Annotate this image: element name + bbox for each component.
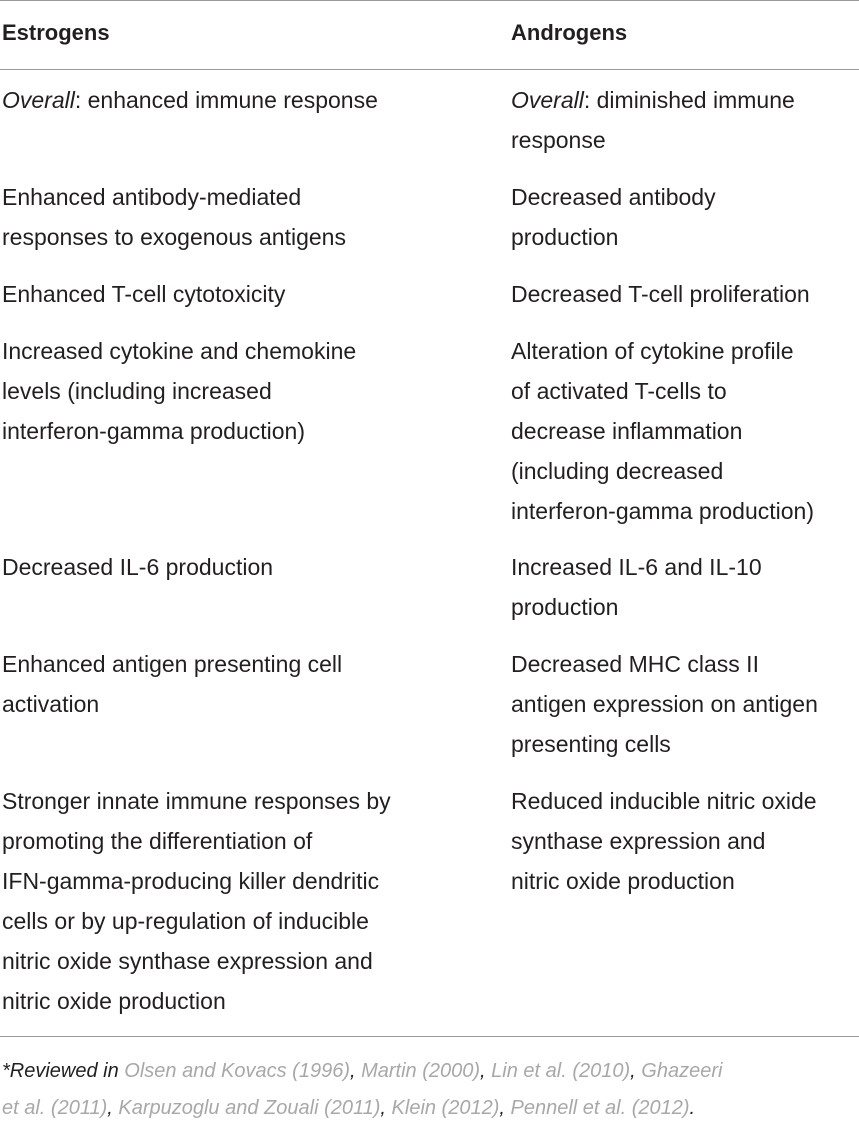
cell-estrogens-il6: Decreased IL-6 production bbox=[2, 554, 274, 580]
reference-link[interactable]: Karpuzoglu and Zouali (2011) bbox=[118, 1097, 381, 1119]
footnote-separator: , bbox=[630, 1060, 642, 1082]
cell-androgens-overall bbox=[511, 80, 859, 160]
cell-estrogens-antibody: Enhanced antibody-mediated responses to exogenous antigens bbox=[2, 184, 346, 250]
cell-estrogens-cytokine: Increased cytokine and chemokine levels (including increased interferon-gamma production) bbox=[2, 338, 357, 444]
header-estrogens: Estrogens bbox=[2, 20, 110, 45]
table-top-rule bbox=[0, 0, 859, 1]
footnote-prefix: *Reviewed in bbox=[2, 1060, 125, 1082]
cell-text: : diminished immune response bbox=[511, 87, 795, 153]
footnote-line-1 bbox=[2, 1053, 859, 1090]
cell-androgens-il6: Increased IL-6 and IL-10 production bbox=[511, 554, 762, 620]
footnote-separator: , bbox=[480, 1060, 492, 1082]
cell-estrogens-apc: Enhanced antigen presenting cell activation bbox=[2, 651, 343, 717]
reference-link[interactable]: Lin et al. (2010) bbox=[491, 1060, 631, 1082]
reference-link[interactable]: Martin (2000) bbox=[361, 1060, 481, 1082]
cell-estrogens-tcell: Enhanced T-cell cytotoxicity bbox=[2, 281, 286, 307]
footnote-separator: , bbox=[349, 1060, 362, 1082]
footnote-separator: , bbox=[499, 1097, 511, 1119]
reference-link[interactable]: et al. (2011) bbox=[2, 1097, 108, 1119]
footnote-separator: , bbox=[107, 1097, 119, 1119]
cell-androgens-tcell: Decreased T-cell proliferation bbox=[511, 281, 810, 307]
table-footnote bbox=[2, 1053, 859, 1127]
header-androgens: Androgens bbox=[511, 20, 628, 45]
reference-link[interactable]: Pennell et al. (2012) bbox=[510, 1097, 690, 1119]
header-rule bbox=[0, 69, 859, 70]
cell-estrogens-innate: Stronger innate immune responses by promoting the differentiation of IFN-gamma-producing killer dendritic cells or by up-regulation of inducible nitric oxide synthase expression and nitric oxide production bbox=[2, 788, 391, 1014]
overall-label: Overall bbox=[511, 87, 584, 113]
cell-androgens-mhc: Decreased MHC class II antigen expression on antigen presenting cells bbox=[511, 651, 818, 757]
reference-link[interactable]: Olsen and Kovacs (1996) bbox=[124, 1060, 350, 1082]
cell-androgens-antibody: Decreased antibody production bbox=[511, 184, 716, 250]
reference-link[interactable]: Klein (2012) bbox=[391, 1097, 500, 1119]
cell-androgens-nitric-oxide: Reduced inducible nitric oxide synthase expression and nitric oxide production bbox=[511, 788, 817, 894]
cell-text: : enhanced immune response bbox=[74, 87, 378, 113]
reference-link[interactable]: Ghazeeri bbox=[641, 1060, 723, 1082]
overall-label: Overall bbox=[2, 87, 75, 113]
footnote-line-2 bbox=[2, 1090, 859, 1127]
table-bottom-rule bbox=[0, 1036, 859, 1037]
cell-androgens-cytokine: Alteration of cytokine profile of activated T-cells to decrease inflammation (including decreased interferon-gamma production) bbox=[511, 338, 814, 524]
footnote-separator: , bbox=[380, 1097, 392, 1119]
footnote-end: . bbox=[689, 1097, 696, 1119]
cell-estrogens-overall bbox=[2, 80, 472, 120]
